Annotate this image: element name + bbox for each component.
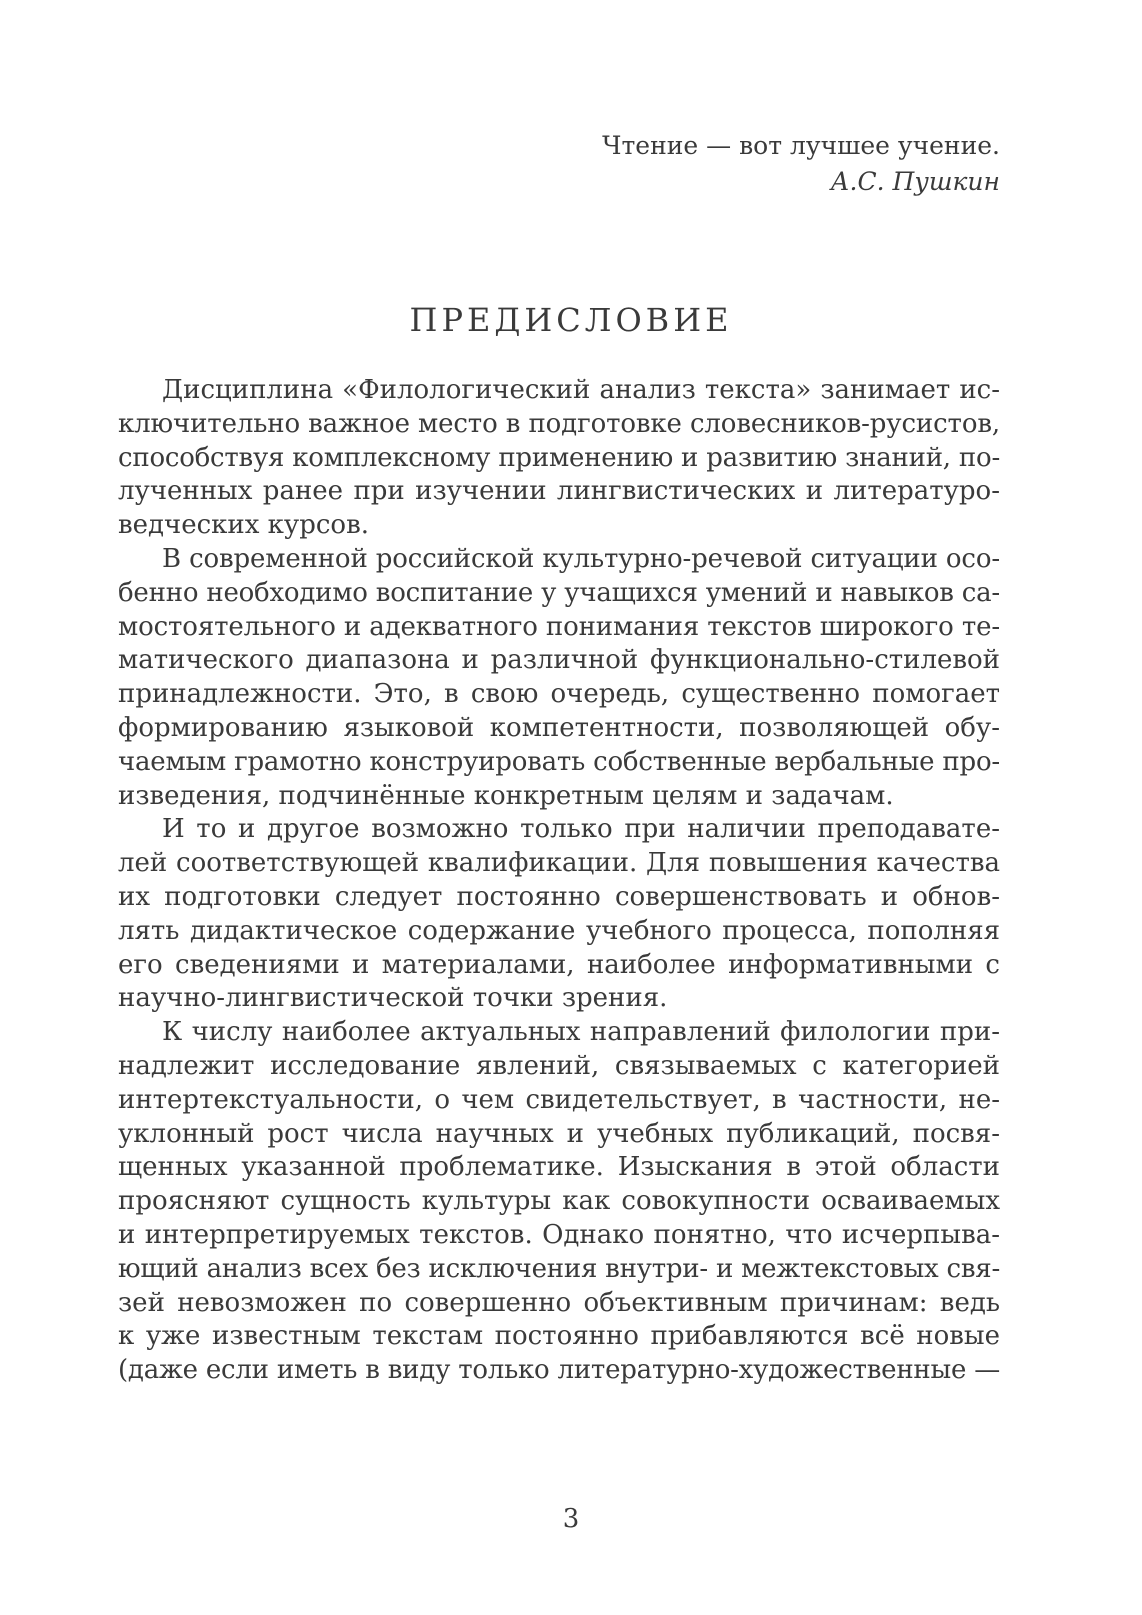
text-line: и интерпретируемых текстов. Однако понятно, что исчерпыва-	[118, 1219, 1000, 1250]
text-line: принадлежности. Это, в свою очередь, существенно помогает	[118, 679, 1000, 710]
text-line: изведения, подчинённые конкретным целям и задачам.	[118, 780, 894, 811]
text-line: их подготовки следует постоянно совершенствовать и обнов-	[118, 881, 1000, 912]
text-line: лять дидактическое содержание учебного процесса, пополняя	[118, 915, 1000, 946]
text-line: научно-лингвистической точки зрения.	[118, 983, 668, 1014]
epigraph	[602, 128, 1000, 200]
text-line: зей невозможен по совершенно объективным причинам: ведь	[118, 1287, 1000, 1318]
section-heading: ПРЕДИСЛОВИЕ	[409, 301, 733, 339]
text-line: интертекстуальности, о чем свидетельствует, в частности, не-	[118, 1084, 1000, 1115]
text-line: бенно необходимо воспитание у учащихся умений и навыков са-	[118, 577, 1000, 608]
text-line: чаемым грамотно конструировать собственные вербальные про-	[118, 746, 1000, 777]
text-line: ключительно важное место в подготовке словесников-русистов,	[118, 408, 1000, 439]
text-line: проясняют сущность культуры как совокупности осваиваемых	[118, 1186, 1000, 1217]
text-line: формированию языковой компетентности, позволяющей обу-	[118, 712, 1000, 743]
body-text	[118, 374, 1000, 1388]
text-line: щенных указанной проблематике. Изыскания в этой области	[118, 1152, 1000, 1183]
text-line: мостоятельного и адекватного понимания текстов широкого те-	[118, 611, 1000, 642]
text-line: ющий анализ всех без исключения внутри- и межтекстовых свя-	[118, 1253, 1000, 1284]
text-line: к уже известным текстам постоянно прибавляются всё новые	[118, 1321, 1000, 1352]
epigraph-author: А.С. Пушкин	[830, 167, 1000, 196]
text-line: лей соответствующей квалификации. Для повышения качества	[118, 848, 1000, 879]
text-line: уклонный рост числа научных и учебных публикаций, посвя-	[118, 1118, 1000, 1149]
text-line: лученных ранее при изучении лингвистических и литературо-	[118, 476, 1000, 507]
text-line: ведческих курсов.	[118, 510, 369, 541]
text-line: (даже если иметь в виду только литературно-художественные —	[118, 1355, 1000, 1386]
epigraph-quote: Чтение — вот лучшее учение.	[602, 131, 1000, 160]
text-line: надлежит исследование явлений, связываемых с категорией	[118, 1050, 1000, 1081]
text-line: способствуя комплексному применению и развитию знаний, по-	[118, 442, 1000, 473]
text-line: матического диапазона и различной функционально-стилевой	[118, 645, 1000, 676]
text-line: В современной российской культурно-речевой ситуации осо-	[162, 543, 1000, 574]
text-line: его сведениями и материалами, наиболее информативными с	[118, 949, 1000, 980]
text-line: Дисциплина «Филологический анализ текста» занимает ис-	[162, 375, 1000, 405]
page-number: 3	[562, 1504, 580, 1534]
text-line: И то и другое возможно только при наличии преподавате-	[162, 814, 1000, 845]
text-line: К числу наиболее актуальных направлений филологии при-	[162, 1017, 1000, 1048]
